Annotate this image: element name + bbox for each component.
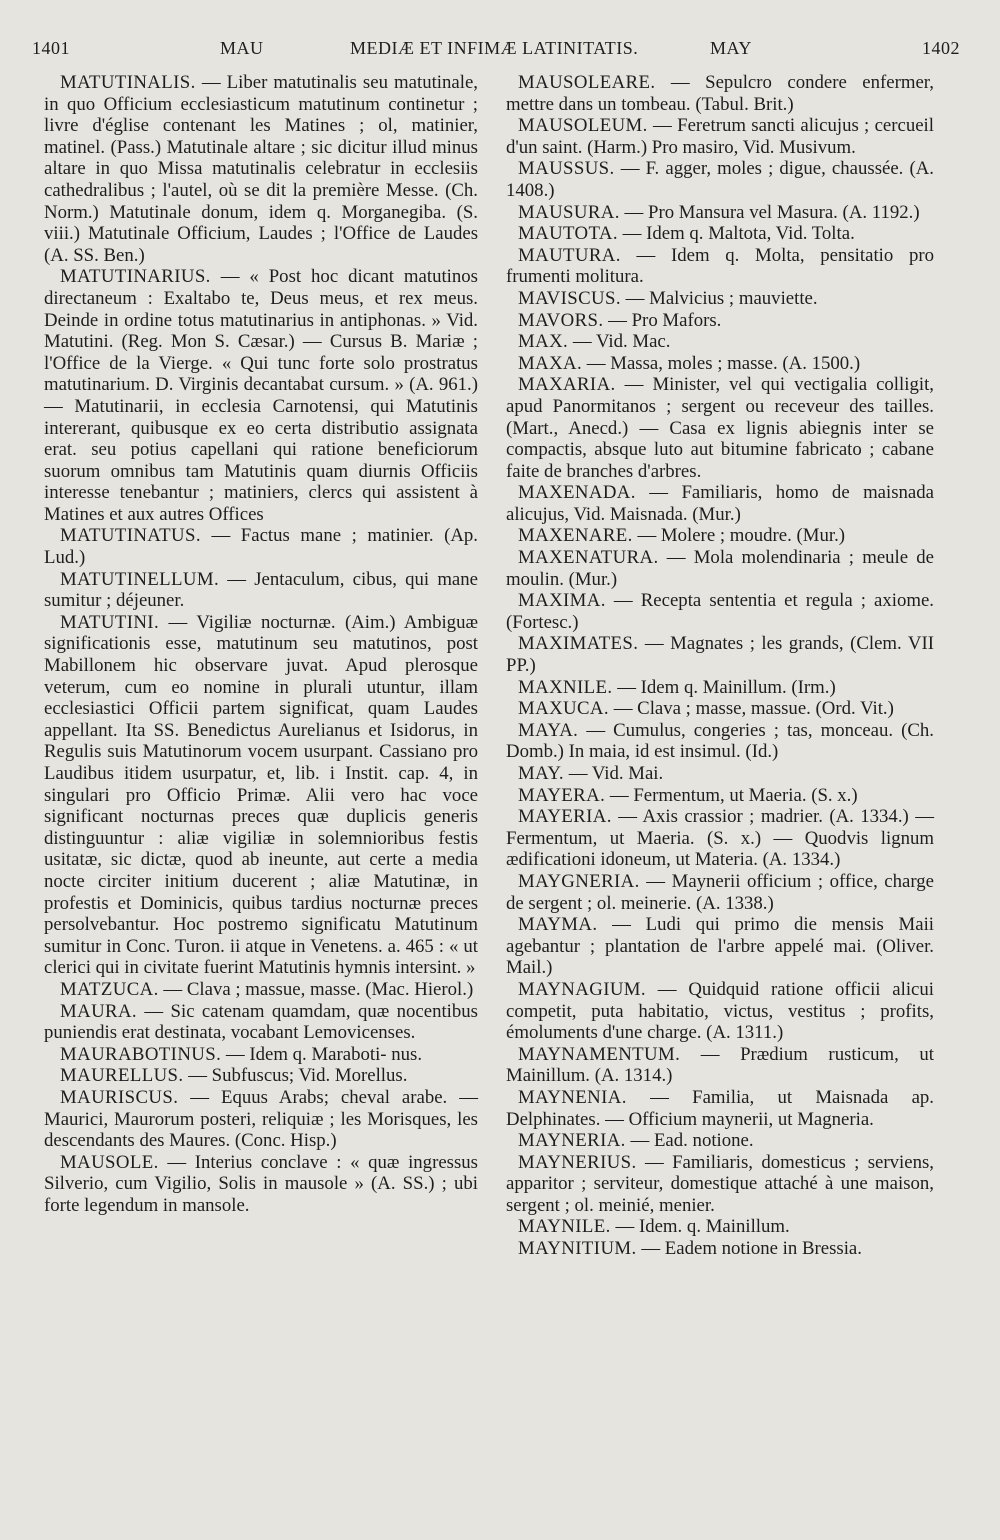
dictionary-entry (506, 353, 934, 375)
dictionary-entry (506, 1238, 934, 1260)
entry-headword: MAYA. (518, 719, 579, 741)
dictionary-entry (506, 914, 934, 979)
entry-headword: MAXIMA. (518, 590, 606, 612)
entry-definition: — Mola molendinaria ; meule de moulin. (Mur.) (506, 547, 934, 590)
entry-definition: — Familia, ut Maisnada ap. Delphinates. — Officium maynerii, ut Magneria. (506, 1086, 935, 1130)
entry-headword: MAY. (518, 763, 564, 784)
entry-headword: MAURA. (60, 1000, 138, 1022)
dictionary-entry (506, 633, 934, 676)
entry-headword: MAYNERIA. (518, 1130, 626, 1152)
dictionary-entry (506, 310, 934, 332)
dictionary-entry (506, 979, 934, 1044)
entry-definition: — Molere ; moudre. (Mur.) (637, 525, 846, 547)
entry-headword: MAYERIA. (518, 806, 612, 828)
entry-definition: — Idem q. Maltota, Vid. Tolta. (622, 223, 855, 245)
entry-definition: — Eadem notione in Bressia. (641, 1238, 862, 1260)
dictionary-entry (506, 590, 934, 633)
entry-headword: MAUSOLEUM. (518, 115, 648, 137)
dictionary-entry (506, 202, 934, 224)
entry-headword: MAYNAGIUM. (518, 978, 647, 1000)
page-header (32, 38, 960, 68)
entry-headword: MAUTURA. (518, 244, 621, 266)
dictionary-entry (506, 158, 934, 201)
entry-headword: MAUSOLEARE. (518, 72, 656, 93)
dictionary-entry (506, 763, 934, 785)
dictionary-entry (44, 1087, 478, 1152)
entry-definition: — Ludi qui primo die mensis Maii agebantur ; plantation de l'arbre appelé mai. (Oliver. Mail.) (506, 914, 935, 979)
entry-headword: MAYERA. (518, 784, 606, 806)
running-headword-right: MAY (710, 38, 752, 58)
dictionary-entry (44, 612, 478, 979)
dictionary-entry (506, 806, 934, 871)
entry-definition: — F. agger, moles ; digue, chaussée. (A. 1408.) (506, 158, 934, 201)
running-title: MEDIÆ ET INFIMÆ LATINITATIS. (350, 38, 639, 58)
entry-definition: — Ead. notione. (630, 1130, 754, 1152)
dictionary-entry (44, 1152, 478, 1217)
entry-headword: MATUTINALIS. (60, 72, 196, 93)
entry-headword: MAXNILE. (518, 676, 613, 698)
entry-definition: — Quidquid ratione officii alicui competit, puta habitatio, victus, vestitus ; profits, émoluments d'une charge. (A. 1311.) (506, 978, 934, 1044)
entry-definition: — Minister, vel qui vectigalia colligit, apud Panormitanos ; sergent ou receveur des tailles. (Mart., Anecd.) — Casa ex lignis abiegnis inter se compactis, absque luto aut bitumine fabricato ; cabane faite de branches d'arbres. (506, 374, 934, 482)
dictionary-entry (506, 482, 934, 525)
entry-headword: MAUTOTA. (518, 223, 618, 245)
entry-definition: — Sic catenam quamdam, quæ nocentibus puniendis erat destinata, vocabant Lemovicenses. (44, 1000, 478, 1044)
page-number-right: 1402 (922, 38, 960, 58)
entry-definition: — Recepta sententia et regula ; axiome. (Fortesc.) (506, 590, 935, 633)
dictionary-entry (506, 72, 934, 115)
dictionary-entry (506, 547, 934, 590)
entry-headword: MAYGNERIA. (518, 870, 640, 892)
right-column (506, 72, 934, 1260)
entry-headword: MAURELLUS. (60, 1065, 184, 1087)
dictionary-entry (506, 1044, 934, 1087)
entry-headword: MAYNITIUM. (518, 1238, 637, 1260)
entry-headword: MAXARIA. (518, 374, 616, 396)
dictionary-entry (506, 223, 934, 245)
entry-definition: — Subfuscus; Vid. Morellus. (188, 1065, 408, 1087)
entry-definition: — Pro Mafors. (608, 309, 722, 331)
entry-headword: MAYNAMENTUM. (518, 1043, 681, 1065)
entry-headword: MAXIMATES. (518, 633, 639, 655)
entry-headword: MAXENADA. (518, 482, 636, 504)
dictionary-entry (506, 525, 934, 547)
entry-definition: — Massa, moles ; masse. (A. 1500.) (586, 352, 861, 374)
dictionary-entry (506, 720, 934, 763)
dictionary-entry (44, 72, 478, 266)
entry-headword: MAXUCA. (518, 698, 609, 720)
entry-headword: MAYMA. (518, 914, 598, 936)
entry-headword: MAYNERIUS. (518, 1151, 637, 1173)
entry-headword: MAURISCUS. (60, 1086, 179, 1108)
entry-definition: — Axis crassior ; madrier. (A. 1334.) — Fermentum, ut Maeria. (S. x.) — Quodvis lignum ædificationi idoneum, ut Materia. (A. 1334.) (506, 806, 934, 871)
entry-headword: MATUTINATUS. (60, 525, 201, 547)
dictionary-entry (506, 1130, 934, 1152)
entry-definition: — Vid. Mac. (572, 331, 671, 353)
entry-headword: MAX. (518, 331, 569, 353)
entry-headword: MAYNENIA. (518, 1086, 627, 1108)
entry-definition: — Cumulus, congeries ; tas, monceau. (Ch. Domb.) In maia, id est insimul. (Id.) (506, 719, 934, 763)
entry-definition: — Vid. Mai. (568, 763, 664, 784)
entry-definition: — Fermentum, ut Maeria. (S. x.) (609, 784, 858, 806)
entry-definition: — « Post hoc dicant matutinos directaneum : Exaltabo te, Deus meus, et rex meus. Deinde in ordine totus matutinarius in antiphonas. » Vid. Matutini. (Reg. Mon S. Cæsar.) — Cursus B. Mariæ ; l'Office de la Vierge. « Qui tunc forte solo prostratus matutinarium. D. Virginis decantabat cursum. » (A. 961.) — Matutinarii, in ecclesia Carnotensi, qui Matutinis intererant, quibusque ex eo certa distributio assignata erat. seu potius capellani qui ratione beneficiorum suorum omnibus tam Matutinis quam diurnis Officiis interesse tenebantur ; matiniers, clercs qui assistent à Matines et aux autres Offices (44, 266, 478, 525)
dictionary-entry (506, 288, 934, 310)
entry-definition: — Idem q. Maraboti- nus. (225, 1043, 423, 1065)
dictionary-entry (44, 1044, 478, 1066)
entry-headword: MATZUCA. (60, 978, 159, 1000)
entry-headword: MAUSOLE. (60, 1151, 159, 1173)
entry-definition: — Clava ; masse, massue. (Ord. Vit.) (613, 698, 894, 720)
entry-definition: — Vigiliæ nocturnæ. (Aim.) Ambiguæ significationis esse, matutinum seu matutinos, post Mabillonem hic observare juvat. Apud plerosque veterum, cum eo nomine in plurali utuntur, illam ecclesiastici Officii partem significat, quam Laudes appellant. Ita SS. Benedictus Aurelianus et Isidorus, in Regulis suis Matutinorum vocem usurpant. Cassiano pro Laudibus itidem usurpatur, et, lib. i Instit. cap. 4, in singulari pro Officio Primæ. Alii vero hac voce significant nocturnas preces quæ duplicis generis distinguuntur : aliæ vigiliæ in solemnioribus festis usitatæ, sic dictæ, quod ab ineunte, aut certe a media nocte circiter initium ducerent ; aliæ Matutinæ, in profestis et Dominicis, quibus tardius nocturnæ preces persolvebantur. Hoc postremo significatu Matutinum sumitur in Conc. Turon. ii atque in Venetens. a. 465 : « ut clerici qui in civitate fuerint Matutinis hymnis intersint. » (44, 611, 478, 979)
entry-definition: — Pro Mansura vel Masura. (A. 1192.) (624, 201, 920, 223)
dictionary-entry (44, 525, 478, 568)
entry-headword: MATUTINARIUS. (60, 266, 211, 288)
entry-definition: — Equus Arabs; cheval arabe. — Maurici, Maurorum posteri, reliquiæ ; les Morisques, les descendants des Maures. (Conc. Hisp.) (44, 1086, 478, 1152)
dictionary-entry (506, 245, 934, 288)
entry-headword: MAXA. (518, 352, 583, 374)
entry-headword: MAXENATURA. (518, 547, 659, 569)
entry-headword: MAUSURA. (518, 201, 620, 223)
dictionary-entry (44, 979, 478, 1001)
entry-headword: MAVORS. (518, 309, 604, 331)
entry-headword: MATUTINI. (60, 611, 160, 633)
entry-definition: — Feretrum sancti alicujus ; cercueil d'un saint. (Harm.) Pro masiro, Vid. Musivum. (506, 115, 934, 158)
dictionary-entry (44, 569, 478, 612)
entry-definition: — Malvicius ; mauviette. (625, 287, 818, 309)
entry-definition: — Prædium rusticum, ut Mainillum. (A. 1314.) (506, 1043, 935, 1087)
entry-definition: — Liber matutinalis seu matutinale, in quo Officium ecclesiasticum matutinum continetur ; livre d'église contenant les Matines ; ol, matinier, matinel. (Pass.) Matutinale altare ; sic dicitur illud minus altare in quo Missa matutinalis celebratur in ecclesiis cathedralibus ; l'autel, où se dit la première Messe. (Ch. Norm.) Matutinale donum, idem q. Morganegiba. (S. viii.) Matutinale Officium, Laudes ; l'Office de Laudes (A. SS. Ben.) (44, 72, 478, 266)
entry-definition: — Idem q. Mainillum. (Irm.) (617, 676, 836, 698)
entry-headword: MAUSSUS. (518, 158, 615, 180)
dictionary-entry (506, 785, 934, 807)
entry-headword: MATUTINELLUM. (60, 568, 220, 590)
entry-definition: — Familiaris, domesticus ; serviens, apparitor ; serviteur, domestique attaché à une maison, sergent ; ol. meinié, menier. (506, 1151, 934, 1216)
entry-definition: — Magnates ; les grands, (Clem. VII PP.) (506, 633, 934, 677)
dictionary-entry (44, 266, 478, 525)
entry-definition: — Maynerii officium ; office, charge de sergent ; ol. meinerie. (A. 1338.) (506, 870, 935, 914)
entry-headword: MAVISCUS. (518, 287, 621, 309)
entry-headword: MAYNILE. (518, 1216, 611, 1238)
dictionary-entry (506, 1087, 934, 1130)
entry-headword: MAURABOTINUS. (60, 1043, 222, 1065)
entry-headword: MAXENARE. (518, 525, 633, 547)
dictionary-entry (44, 1065, 478, 1087)
dictionary-entry (506, 1216, 934, 1238)
running-headword-left: MAU (220, 38, 264, 58)
dictionary-entry (506, 871, 934, 914)
entry-definition: — Idem. q. Mainillum. (615, 1216, 790, 1238)
dictionary-entry (506, 1152, 934, 1217)
page-number-left: 1401 (32, 38, 70, 58)
entry-definition: — Interius conclave : « quæ ingressus Silverio, cum Vigilio, Solis in mausole » (A. SS.) ; ubi forte legendum in mansole. (44, 1151, 478, 1216)
dictionary-entry (506, 374, 934, 482)
dictionary-entry (506, 115, 934, 158)
left-column (44, 72, 478, 1216)
dictionary-entry (506, 698, 934, 720)
entry-definition: — Clava ; massue, masse. (Mac. Hierol.) (163, 978, 474, 1000)
entry-definition: — Sepulcro condere enfermer, mettre dans un tombeau. (Tabul. Brit.) (506, 72, 934, 115)
dictionary-entry (506, 331, 934, 353)
entry-definition: — Idem q. Molta, pensitatio pro frumenti molitura. (506, 244, 934, 288)
entry-definition: — Jentaculum, cibus, qui mane sumitur ; déjeuner. (44, 568, 478, 612)
entry-definition: — Factus mane ; matinier. (Ap. Lud.) (44, 525, 478, 569)
dictionary-entry (506, 677, 934, 699)
dictionary-entry (44, 1001, 478, 1044)
entry-definition: — Familiaris, homo de maisnada alicujus, Vid. Maisnada. (Mur.) (506, 482, 934, 525)
